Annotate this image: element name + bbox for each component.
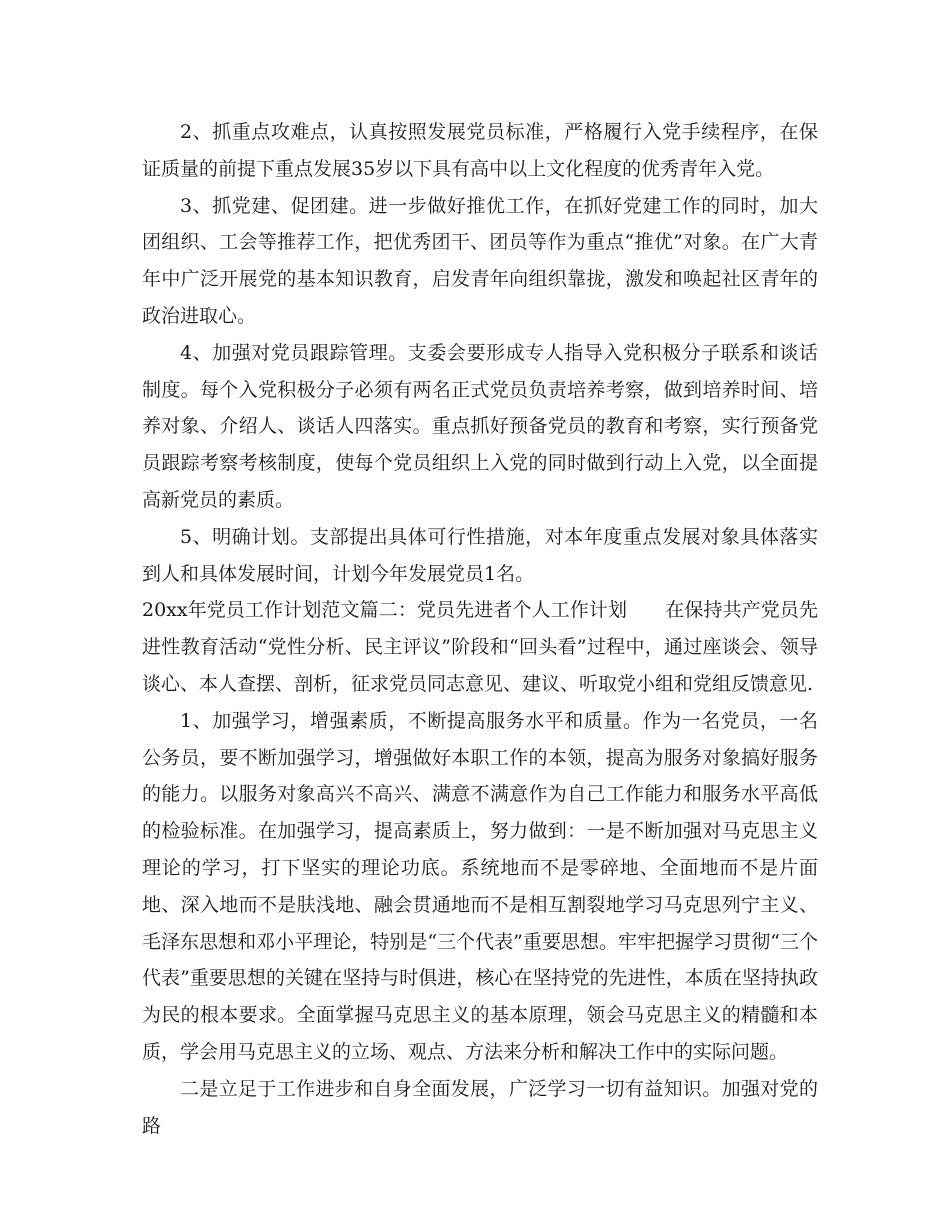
paragraph-item-4: 4、加强对党员跟踪管理。支委会要形成专人指导入党积极分子联系和谈话制度。每个入党积极分子必须有两名正式党员负责培养考察，做到培养时间、培养对象、介绍人、谈话人四落实。重点抓好预备党员的教育和考察，实行预备党员跟踪考察考核制度，使每个党员组织上入党的同时做到行动上入党，以全面提高新党员的素质。 xyxy=(142,341,818,511)
document-body xyxy=(142,114,818,1144)
paragraph-item-3: 3、抓党建、促团建。进一步做好推优工作，在抓好党建工作的同时，加大团组织、工会等推荐工作，把优秀团干、团员等作为重点“推优”对象。在广大青年中广泛开展党的基本知识教育，启发青年向组织靠拢，激发和唤起社区青年的政治进取心。 xyxy=(142,194,818,327)
paragraph-item-2: 2、抓重点攻难点，认真按照发展党员标准，严格履行入党手续程序，在保证质量的前提下重点发展35岁以下具有高中以上文化程度的优秀青年入党。 xyxy=(142,121,818,180)
paragraph-study: 1、加强学习，增强素质，不断提高服务水平和质量。作为一名党员，一名公务员，要不断加强学习，增强做好本职工作的本领，提高为服务对象搞好服务的能力。以服务对象高兴不高兴、满意不满意作为自己工作能力和服务水平高低的检验标准。在加强学习，提高素质上，努力做到：一是不断加强对马克思主义理论的学习，打下坚实的理论功底。系统地而不是零碎地、全面地而不是片面地、深入地而不是肤浅地、融会贯通地而不是相互割裂地学习马克思列宁主义、毛泽东思想和邓小平理论，特别是“三个代表”重要思想。牢牢把握学习贯彻“三个代表”重要思想的关键在坚持与时俱进，核心在坚持党的先进性，本质在坚持执政为民的根本要求。全面掌握马克思主义的基本原理，领会马克思主义的精髓和本质，学会用马克思主义的立场、观点、方法来分析和解决工作中的实际问题。 xyxy=(142,709,818,1063)
paragraph-item-5: 5、明确计划。支部提出具体可行性措施，对本年度重点发展对象具体落实到人和具体发展时间，计划今年发展党员1名。 xyxy=(142,525,818,585)
section-heading-paragraph: 20xx年党员工作计划范文篇二：党员先进者个人工作计划 在保持共产党员先进性教育活动“党性分析、民主评议”阶段和“回头看”过程中，通过座谈会、领导谈心、本人查摆、剖析，征求党员同志意见、建议、听取党小组和党组反馈意见. xyxy=(142,599,818,695)
paragraph-second-point: 二是立足于工作进步和自身全面发展，广泛学习一切有益知识。加强对党的路 xyxy=(142,1077,818,1137)
